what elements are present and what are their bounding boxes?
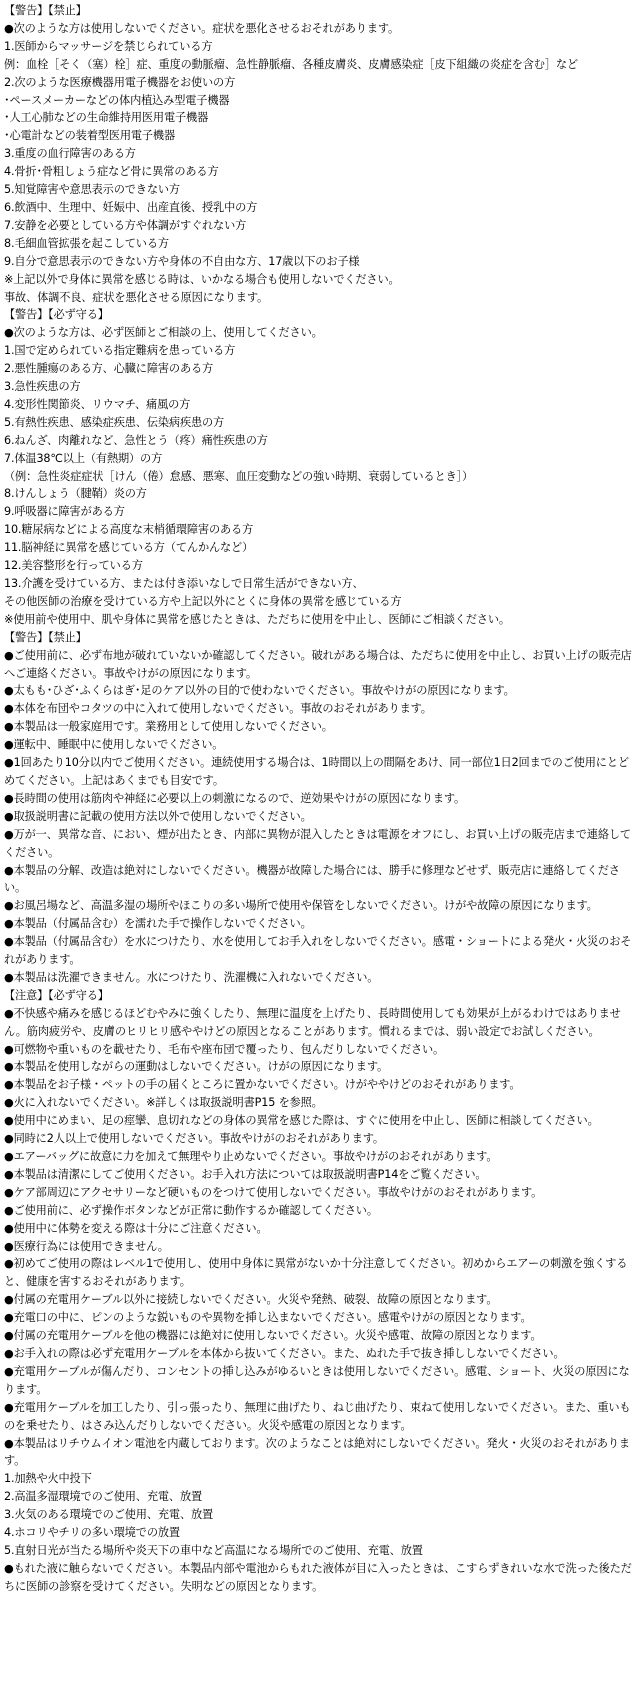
text-line: 4.骨折･骨粗しょう症など骨に異常のある方 (4, 165, 219, 179)
text-line: ●本製品をお子様・ペットの手の届くところに置かないでください。けがややけどのおそれがあります。 (4, 1078, 521, 1092)
text-line: ●医療行為には使用できません。 (4, 1239, 169, 1253)
text-line: ●お手入れの際は必ず充電用ケーブルを本体から抜いてください。また、ぬれた手で抜き挿ししないでください。 (4, 1346, 565, 1360)
text-line: 5.有熱性疾患、感染症疾患、伝染病疾患の方 (4, 415, 225, 429)
text-line: 例：血栓［そく（塞）栓］症、重度の動脈瘤、急性静脈瘤、各種皮膚炎、皮膚感染症［皮下組織の炎症を含む］など (4, 57, 578, 71)
text-line: ●不快感や痛みを感じるほどむやみに強くしたり、無理に温度を上げたり、長時間使用しても効果が上がるわけではありません。筋肉疲労や、皮膚のヒリヒリ感ややけどの原因となることがあります。慣れるまでは、弱い設定でお試しください。 (4, 1006, 621, 1038)
text-line: ●ご使用前に、必ず布地が破れていないか確認してください。破れがある場合は、ただちに使用を中止し、お買い上げの販売店へご連絡ください。事故やけがの原因になります。 (4, 648, 632, 680)
text-line: ●本製品は洗濯できません。水につけたり、洗濯機に入れないでください。 (4, 970, 379, 984)
text-line: 6.飲酒中、生理中、妊娠中、出産直後、授乳中の方 (4, 200, 258, 214)
text-line: ●本製品は清潔にしてご使用ください。お手入れ方法については取扱説明書P14をご覧ください。 (4, 1167, 487, 1181)
text-line: ●本製品の分解、改造は絶対にしないでください。機器が故障した場合には、勝手に修理などせず、販売店に連絡してください。 (4, 863, 620, 895)
text-line: 8.毛細血管拡張を起こしている方 (4, 236, 169, 250)
text-line: ●本製品（付属品含む）を水につけたり、水を使用してお手入れをしないでください。感電・ショートによる発火・火災のおそれがあります。 (4, 935, 632, 967)
text-line: 【警告】【必ず守る】 (4, 308, 109, 322)
text-line: ●同時に2人以上で使用しないでください。事故やけがのおそれがあります。 (4, 1132, 384, 1146)
text-line: 10.糖尿病などによる高度な末梢循環障害のある方 (4, 523, 254, 537)
text-line: ･人工心肺などの生命維持用医用電子機器 (4, 111, 209, 125)
text-line: ●次のような方は使用しないでください。症状を悪化させるおそれがあります。 (4, 21, 400, 35)
text-line: ●お風呂場など、高温多湿の場所やほこりの多い場所で使用や保管をしないでください。けがや故障の原因になります。 (4, 899, 598, 913)
text-line: ･心電計などの装着型医用電子機器 (4, 129, 176, 143)
text-line: ●使用中に体勢を変える際は十分にご注意ください。 (4, 1221, 268, 1235)
text-line: ●使用中にめまい、足の痙攣、息切れなどの身体の異常を感じた際は、すぐに使用を中止し、医師に相談してください。 (4, 1114, 599, 1128)
text-line: 13.介護を受けている方、または付き添いなしで日常生活ができない方、 (4, 577, 364, 590)
text-line: ●もれた液に触らないでください。本製品内部や電池からもれた液体が目に入ったときは、こすらずきれいな水で洗った後ただちに医師の診察を受けてください。失明などの原因となります。 (4, 1561, 632, 1593)
text-line: ●本製品（付属品含む）を濡れた手で操作しないでください。 (4, 917, 312, 931)
text-line: ●初めてご使用の際はレベル1で使用し、使用中身体に異常がないか十分注意してください。初めからエアーの刺激を強くすると、健康を害するおそれがあります。 (4, 1257, 628, 1289)
text-line: 2.次のような医療機器用電子機器をお使いの方 (4, 75, 236, 89)
text-line: ●充電用ケーブルが傷んだり、コンセントの挿し込みがゆるいときは使用しないでください。感電、ショート、火災の原因になります。 (4, 1364, 630, 1396)
text-line: ●本製品を使用しながらの運動はしないでください。けがの原因になります。 (4, 1060, 388, 1074)
text-line: 6.ねんざ、肉離れなど、急性とう（疼）痛性疾患の方 (4, 433, 268, 447)
text-line: ●万が一、異常な音、におい、煙が出たとき、内部に異物が混入したときは電源をオフにし、お買い上げの販売店まで連絡してください。 (4, 827, 631, 859)
text-line: ●太もも･ひざ･ふくらはぎ･足のケア以外の目的で使わないでください。事故やけがの原因になります。 (4, 684, 515, 698)
text-line: ●充電用ケーブルを加工したり、引っ張ったり、無理に曲げたり、ねじ曲げたり、束ねて使用しないでください。また、重いものを乗せたり、はさみ込んだりしないでください。火災や感電の原因となります。 (4, 1400, 631, 1432)
text-line: 【注意】【必ず守る】 (4, 988, 109, 1002)
text-line: ●本製品は一般家庭用です。業務用として使用しないでください。 (4, 720, 333, 734)
text-line: 9.呼吸器に障害がある方 (4, 505, 125, 519)
text-line: 【警告】【禁止】 (4, 630, 87, 644)
text-line: その他医師の治療を受けている方や上記以外にとくに身体の異常を感じている方 (4, 594, 402, 608)
text-line: 7.体温38℃以上（有熱期）の方 (4, 451, 163, 465)
text-line: ●次のような方は、必ず医師とご相談の上、使用してください。 (4, 326, 323, 340)
text-line: ●ご使用前に、必ず操作ボタンなどが正常に動作するか確認してください。 (4, 1203, 378, 1217)
text-line: 4.変形性関節炎、リウマチ、痛風の方 (4, 397, 191, 411)
text-line: ●充電口の中に、ピンのような鋭いものや異物を挿し込まないでください。感電やけがの原因となります。 (4, 1311, 532, 1325)
text-line: 3.火気のある環境でのご使用、充電、放置 (4, 1508, 214, 1522)
text-line: 事故、体調不良、症状を悪化させる原因になります。 (4, 290, 269, 304)
text-line: ●付属の充電用ケーブル以外に接続しないでください。火災や発熱、破裂、故障の原因となります。 (4, 1293, 498, 1307)
text-line: 2.高温多湿環境でのご使用、充電、放置 (4, 1490, 203, 1504)
text-line: ●付属の充電用ケーブルを他の機器には絶対に使用しないでください。火災や感電、故障の原因となります。 (4, 1329, 542, 1343)
text-line: 7.安静を必要としている方や体調がすぐれない方 (4, 218, 247, 232)
text-line: ●1回あたり10分以内でご使用ください。連続使用する場合は、1時間以上の間隔をあけ、同一部位1日2回までのご使用にとどめてください。上記はあくまでも目安です。 (4, 756, 629, 787)
text-line: ※上記以外で身体に異常を感じる時は、いかなる場合も使用しないでください。 (4, 272, 400, 286)
text-line: 5.直射日光が当たる場所や炎天下の車中など高温になる場所でのご使用、充電、放置 (4, 1543, 423, 1557)
text-line: 9.自分で意思表示のできない方や身体の不自由な方、17歳以下のお子様 (4, 254, 360, 268)
text-line: ●ケア部周辺にアクセサリーなど硬いものをつけて使用しないでください。事故やけがのおそれがあります。 (4, 1185, 543, 1199)
text-line: ●火に入れないでください。※詳しくは取扱説明書P15 を参照。 (4, 1096, 323, 1110)
text-line: 3.急性疾患の方 (4, 380, 81, 394)
text-line: 【警告】【禁止】 (4, 4, 87, 17)
text-line: ●本体を布団やコタツの中に入れて使用しないでください。事故のおそれがあります。 (4, 702, 432, 716)
text-line: ●取扱説明書に記載の使用方法以外で使用しないでください。 (4, 809, 312, 823)
text-line: ●エアーバッグに故意に力を加えて無理やり止めないでください。事故やけがのおそれがあります。 (4, 1150, 498, 1163)
text-line: 1.医師からマッサージを禁じられている方 (4, 39, 213, 53)
text-line: ●本製品はリチウムイオン電池を内蔵しております。次のようなことは絶対にしないでください。発火・火災のおそれがあります。 (4, 1436, 630, 1468)
text-line: 5.知覚障害や意思表示のできない方 (4, 183, 180, 197)
text-line: ●長時間の使用は筋肉や神経に必要以上の刺激になるので、逆効果やけがの原因になります。 (4, 791, 466, 805)
text-line: （例：急性炎症症状［けん（倦）怠感、悪寒、血圧変動などの強い時期、衰弱しているとき］） (4, 469, 474, 483)
text-line: 4.ホコリやチリの多い環境での放置 (4, 1526, 180, 1540)
text-line: ●可燃物や重いものを載せたり、毛布や座布団で覆ったり、包んだりしないでください。 (4, 1042, 445, 1056)
text-line: 12.美容整形を行っている方 (4, 559, 143, 573)
text-line: 1.加熱や火中投下 (4, 1472, 92, 1486)
text-line: ※使用前や使用中、肌や身体に異常を感じたときは、ただちに使用を中止し、医師にご相談ください。 (4, 612, 510, 626)
text-line: 1.国で定められている指定難病を患っている方 (4, 344, 236, 358)
text-line: 8.けんしょう（腱鞘）炎の方 (4, 487, 147, 501)
text-line: 2.悪性腫瘍のある方、心臓に障害のある方 (4, 362, 214, 376)
text-line: ●運転中、睡眠中に使用しないでください。 (4, 738, 224, 752)
text-line: ･ペースメーカーなどの体内植込み型電子機器 (4, 93, 230, 107)
text-line: 11.脳神経に異常を感じている方（てんかんなど） (4, 541, 254, 555)
text-line: 3.重度の血行障害のある方 (4, 147, 136, 161)
